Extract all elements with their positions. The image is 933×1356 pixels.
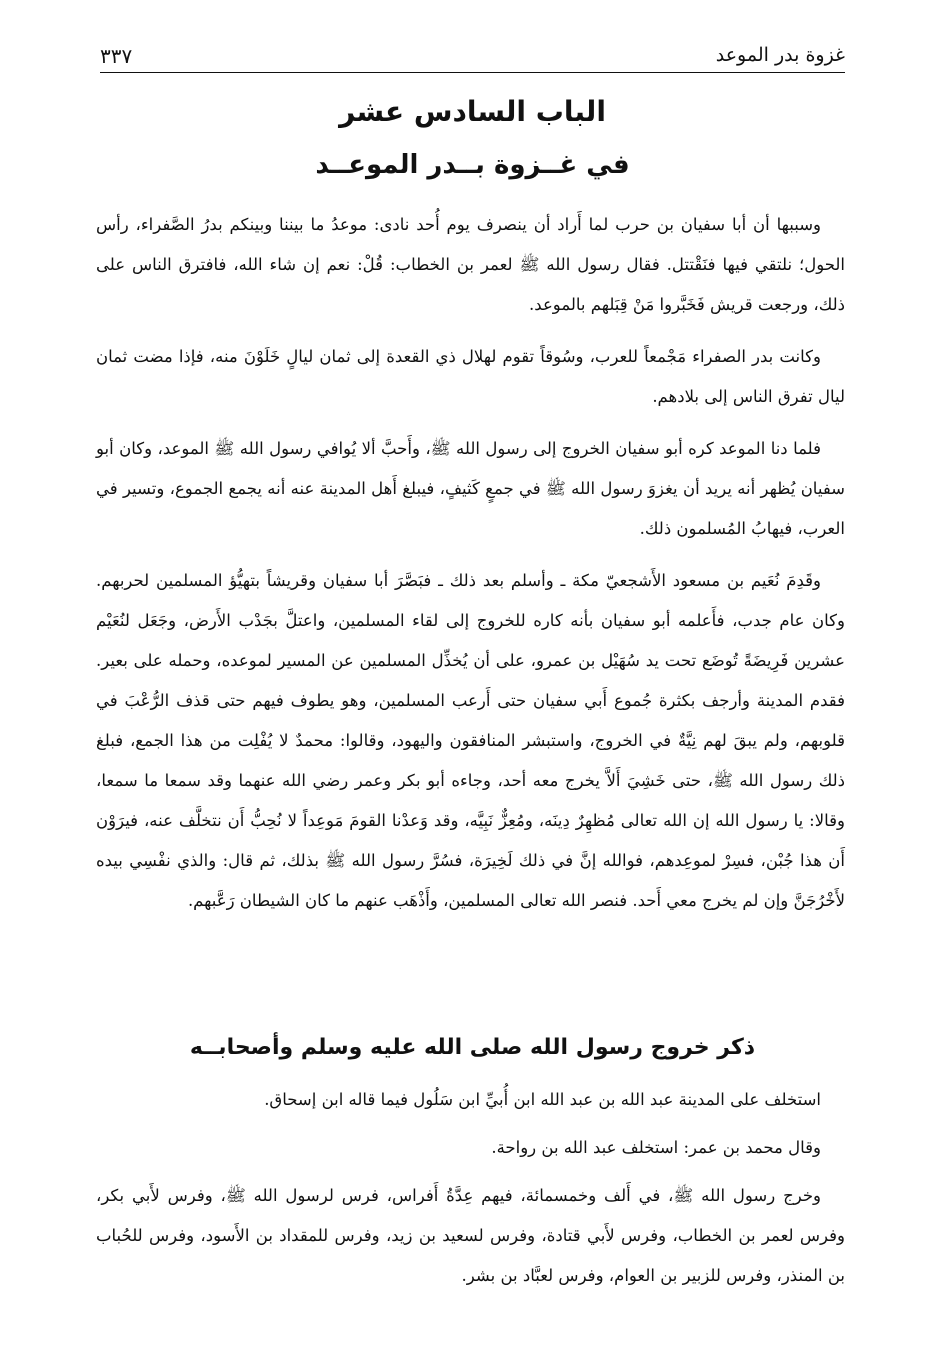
paragraph-deputy-ibn-ishaq: استخلف على المدينة عبد الله بن عبد الله ابن أُبيِّ ابن سَلُول فيما قاله ابن إسحاق. [264,1090,821,1109]
paragraph-deputy-waqidi: وقال محمد بن عمر: استخلف عبد الله بن رواحة. [491,1138,821,1157]
paragraph-nuaym: وقَدِمَ نُعَيم بن مسعود الأَشجعيّ مكة ـ وأسلم بعد ذلك ـ فبَصَّرَ أبا سفيان وقريشاً بتهيُّؤ المسلمين لحربهم. وكان عام جدب، فأَعلمه أبو سفيان بأنه كاره للخروج إلى لقاء المسلمين، واعتلَّ بجَدْب الأَرض، وجَعَل لنُعَيْم عشرين فَرِيضَةً تُوضَع تحت يد سُهَيْل بن عمرو، على أن يُخذِّل المسلمين عن المسير لموعده، وحمله على بعير. فقدم المدينة وأرجف بكثرة جُموع أَبي سفيان حتى أَرعب المسلمين، وهو يطوف فيهم حتى قذف الرُّعْبَ في قلوبهم، ولم يبقَ لهم نِيَّةٌ في الخروج، واستبشر المنافقون واليهود، وقالوا: محمدٌ لا يُفْلِت من هذا الجمع، فبلغ ذلك رسول الله ﷺ، حتى خَشِيَ أَلاَّ يخرج معه أحد، وجاءه أبو بكر وعمر رضي الله عنهما وقد سمعا ما سمعا، وقالا: يا رسول الله إن الله تعالى مُظهِرٌ دِينَه، ومُعِزٌّ نَبِيَّه، وقد وَعدْنا القومَ مَوعِداً لا نُحِبُّ أَن نتخلَّف عنه، فيرَوْن أَن هذا جُبْن، فسِرْ لموعِدهم، فوالله إنَّ في ذلك لَخِيرَة، فسُرَّ رسول الله ﷺ بذلك، ثم قال: والذي نفْسِي بيده لأَخْرُجَنَّ وإن لم يخرج معي أَحد. فنصر الله تعالى المسلمين، وأَذْهَب عنهم ما كان الشيطان رَعَّبهم. [96,571,845,910]
section-body [96,1080,845,1304]
paragraph-cause: وسببها أن أبا سفيان بن حرب لما أَراد أن ينصرف يوم أُحد نادى: موعدُ ما بيننا وبينكم بدرُ الصَّفراء، رأس الحول؛ نلتقي فيها فنَقْتتل. فقال رسول الله ﷺ لعمر بن الخطاب: قُلْ: نعم إن شاء الله، فافترق الناس على ذلك، ورجعت قريش فَخَبَّروا مَنْ قِبَلهم بالموعد. [96,215,845,314]
section-heading: ذكر خروج رسول الله صلى الله عليه وسلم وأصحابــه [189,1035,756,1060]
paragraph-badr-market: وكانت بدر الصفراء مَجْمعاً للعرب، وسُوقاً تقوم لهلال ذي القعدة إلى ثمان ليالٍ خَلَوْنَ منه، فإذا مضت ثمان ليال تفرق الناس إلى بلادهم. [96,347,845,406]
running-title: غزوة بدر الموعد [715,44,845,66]
paragraph-abu-sufyan: فلما دنا الموعد كره أبو سفيان الخروج إلى رسول الله ﷺ، وأَحبَّ ألا يُوافي رسول الله ﷺ الموعد، وكان أبو سفيان يُظهر أنه يريد أن يغزوَ رسول الله ﷺ في جمعٍ كَثيفٍ، فيبلغ أَهل المدينة عنه أنه يجمع الجموع، وتسير في العرب، فيهابُ المُسلمون ذلك. [96,439,845,538]
chapter-body [96,205,845,933]
paragraph-horses: وخرج رسول الله ﷺ، في أَلف وخمسمائة، فيهم عِدَّةُ أَفراس، فرس لرسول الله ﷺ، وفرس لأَبي بكر، وفرس لعمر بن الخطاب، وفرس لأَبي قتادة، وفرس لسعيد بن زيد، وفرس للمقداد بن الأَسود، وفرس للحُباب بن المنذر، وفرس للزبير بن العوام، وفرس لعبَّاد بن بشر. [96,1186,845,1285]
running-header [100,42,845,73]
chapter-title: الباب السادس عشر [339,95,606,128]
chapter-subtitle: في غــزوة بــدر الموعــد [315,150,630,180]
page-number: ٣٣٧ [100,44,133,68]
